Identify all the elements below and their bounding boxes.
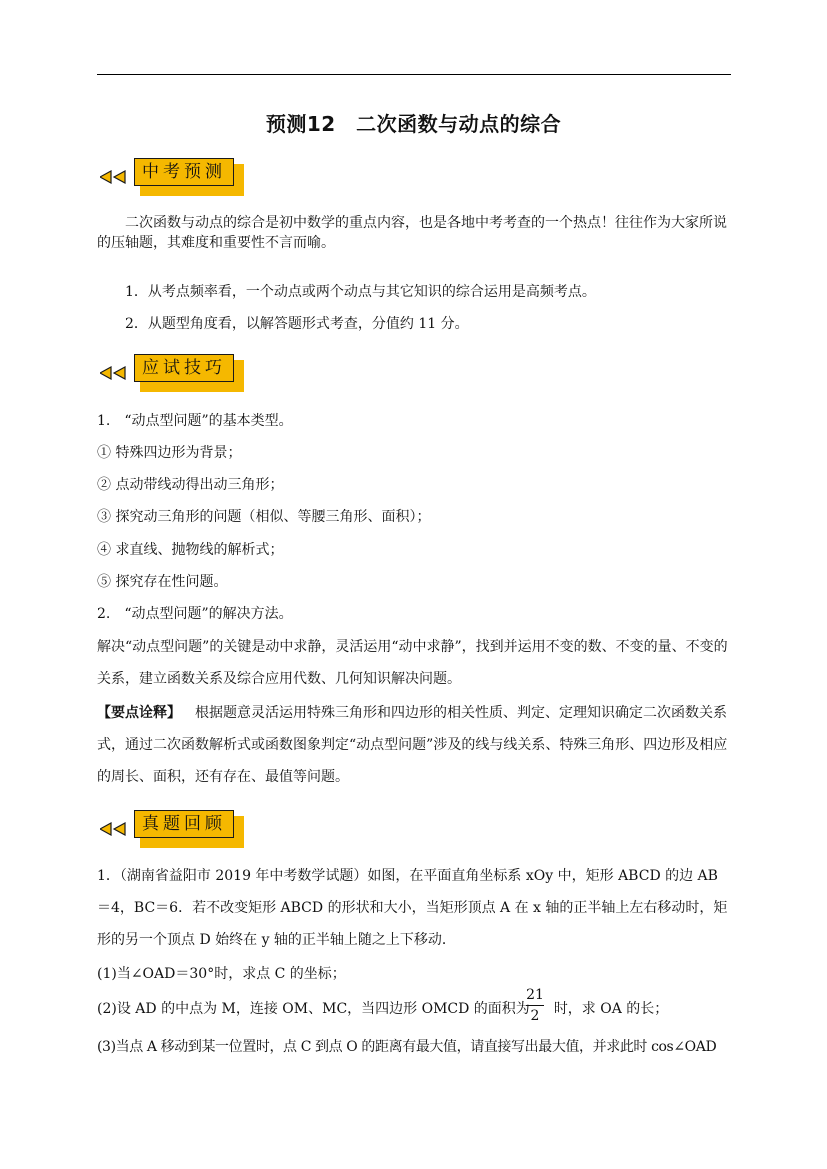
double-left-arrow-icon [100, 822, 130, 836]
key-point-label: 【要点诠释】 [97, 705, 181, 721]
section-tag-tips: 应试技巧 [134, 354, 234, 382]
part-2-text-a: (2)设 AD 的中点为 M，连接 OM、MC，当四边形 OMCD 的面积为 [97, 1001, 530, 1017]
tips-item-1: ① 特殊四边形为背景； [97, 445, 242, 461]
tips-key-point [97, 697, 731, 793]
header-rule [97, 74, 731, 75]
fraction-denominator: 2 [530, 1008, 540, 1024]
forecast-point-1: 1．从考点频率看，一个动点或两个动点与其它知识的综合运用是高频考点。 [125, 284, 596, 300]
forecast-intro: 二次函数与动点的综合是初中数学的重点内容，也是各地中考考查的一个热点！往往作为大家所说的压轴题，其难度和重要性不言而喻。 [97, 215, 727, 251]
tips-heading-2: 2. “动点型问题”的解决方法。 [97, 606, 293, 622]
tips-heading-1: 1. “动点型问题”的基本类型。 [97, 413, 293, 429]
question-1-intro: 1．（湖南省益阳市 2019 年中考数学试题）如图，在平面直角坐标系 xOy 中，矩形 ABCD 的边 AB＝4，BC＝6．若不改变矩形 ABCD 的形状和大小，当矩形顶点 A 在 x 轴的正半轴上左右移动时，矩形的另一个顶点 D 始终在 y 轴的正半轴上随之上下移动． [97, 868, 728, 948]
question-1-part-3: (3)当点 A 移动到某一位置时，点 C 到点 O 的距离有最大值，请直接写出最大值，并求此时 cos∠OAD [97, 1039, 717, 1055]
tips-item-5: ⑤ 探究存在性问题。 [97, 574, 228, 590]
fraction-bar [526, 1005, 544, 1006]
section-tag-forecast: 中考预测 [134, 158, 234, 186]
question-1-part-2 [97, 999, 731, 1019]
page-title: 预测12 二次函数与动点的综合 [265, 112, 562, 136]
part-2-text-b: 时，求 OA 的长； [553, 1001, 669, 1017]
tips-item-2: ② 点动带线动得出动三角形； [97, 477, 284, 493]
key-point-text: 根据题意灵活运用特殊三角形和四边形的相关性质、判定、定理知识确定二次函数关系式，通过二次函数解析式或函数图象判定“动点型问题”涉及的线与线关系、特殊三角形、四边形及相应的周长、面积，还有存在、最值等问题。 [97, 705, 728, 785]
tips-method: 解决“动点型问题”的关键是动中求静，灵活运用“动中求静”，找到并运用不变的数、不变的量、不变的关系，建立函数关系及综合应用代数、几何知识解决问题。 [97, 639, 728, 687]
tips-item-4: ④ 求直线、抛物线的解析式； [97, 542, 284, 558]
fraction-numerator: 21 [526, 987, 544, 1003]
section-tag-review: 真题回顾 [134, 810, 234, 838]
tips-item-3: ③ 探究动三角形的问题（相似、等腰三角形、面积）； [97, 509, 431, 525]
double-left-arrow-icon [100, 170, 130, 184]
double-left-arrow-icon [100, 366, 130, 380]
forecast-point-2: 2．从题型角度看，以解答题形式考查，分值约 11 分。 [125, 316, 469, 332]
fraction-21-over-2 [524, 986, 546, 1025]
question-1-part-1: (1)当∠OAD＝30°时，求点 C 的坐标； [97, 966, 346, 982]
